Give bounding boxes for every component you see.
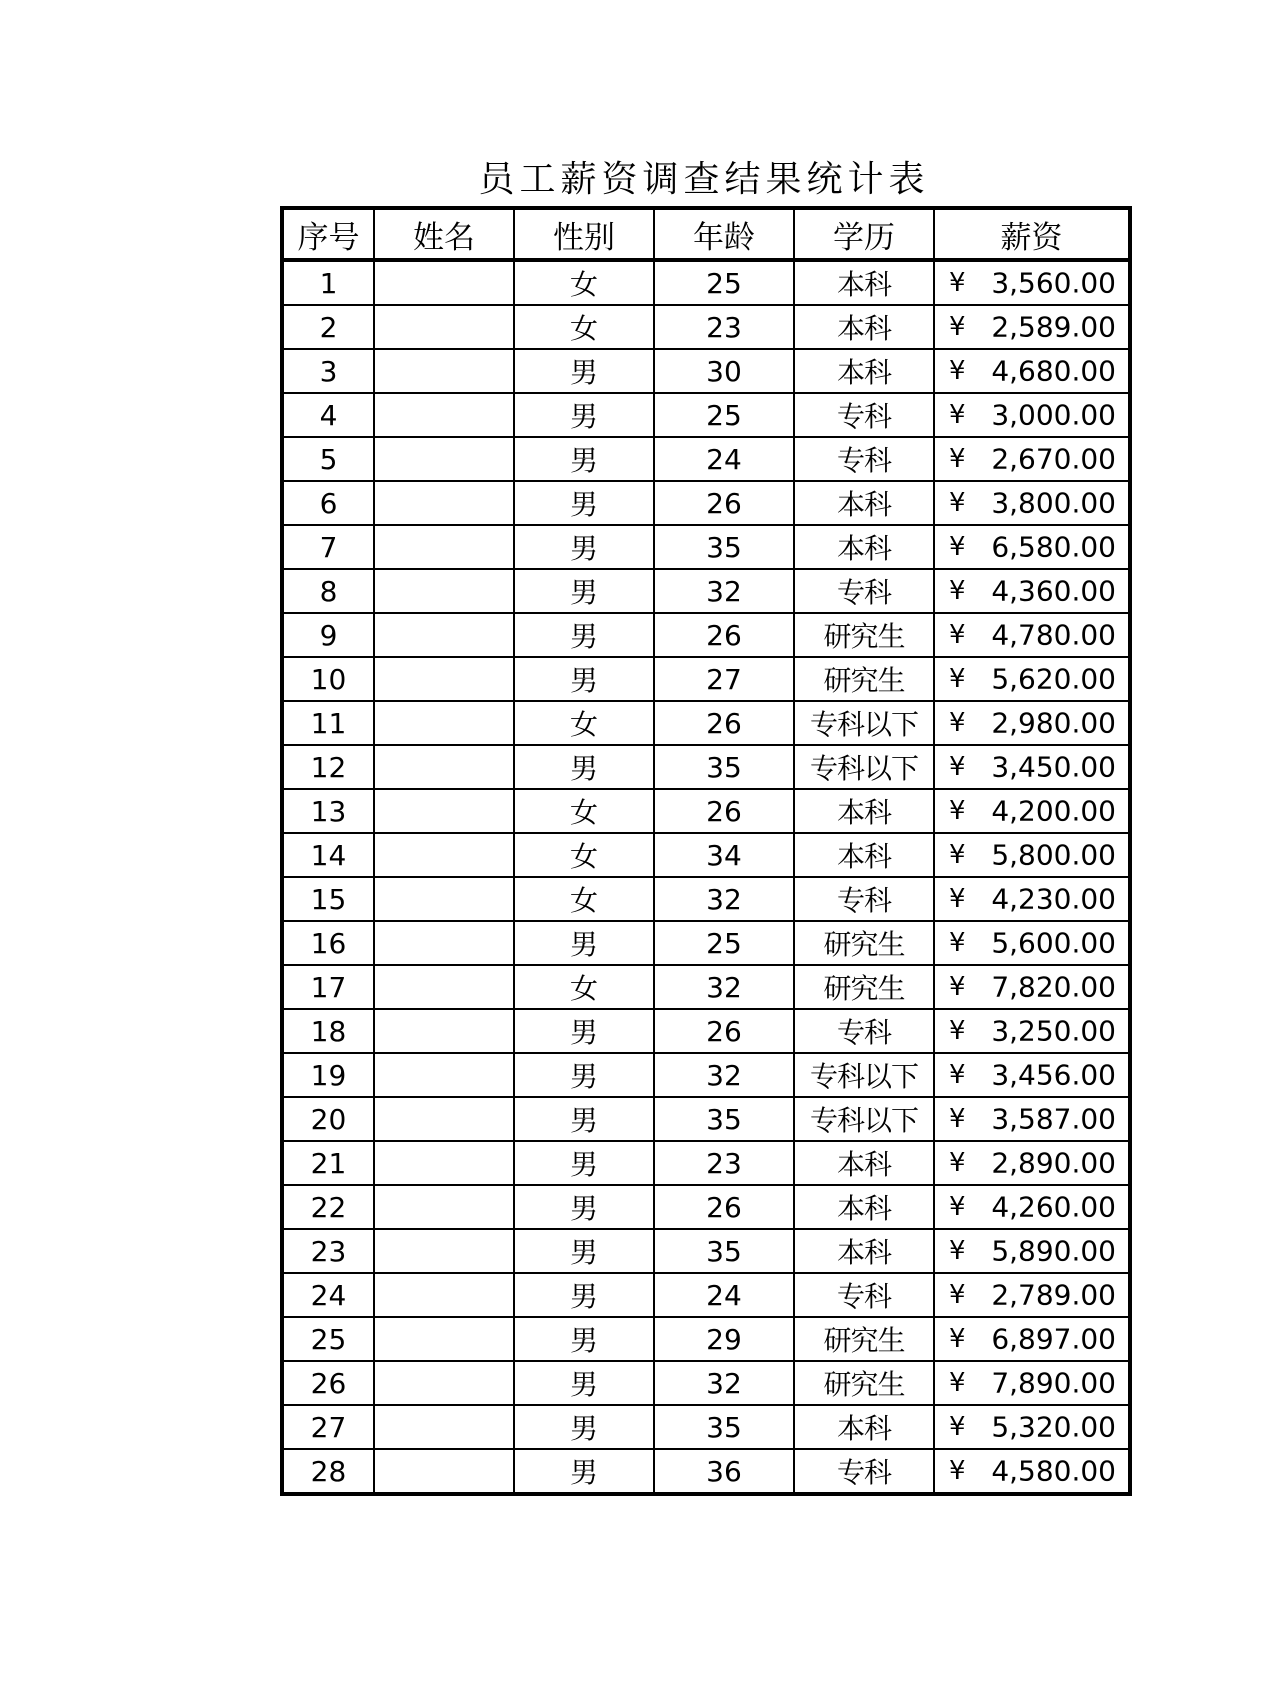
salary-amount: 5,620.00 [991,662,1116,696]
currency-symbol: ¥ [949,488,966,518]
cell-age: 32 [654,569,794,613]
cell-name [374,657,514,701]
cell-name [374,525,514,569]
cell-serial: 18 [282,1009,374,1053]
cell-salary [934,701,1130,745]
cell-gender: 男 [514,1097,654,1141]
cell-salary [934,1449,1130,1494]
salary-amount: 3,450.00 [991,750,1116,784]
header-age: 年龄 [654,208,794,260]
header-salary: 薪资 [934,208,1130,260]
cell-serial: 9 [282,613,374,657]
cell-education: 专科 [794,437,934,481]
salary-amount: 4,580.00 [991,1454,1116,1488]
cell-salary [934,305,1130,349]
cell-serial: 20 [282,1097,374,1141]
cell-gender: 男 [514,657,654,701]
cell-salary [934,393,1130,437]
cell-salary [934,657,1130,701]
cell-name [374,1273,514,1317]
cell-education: 研究生 [794,921,934,965]
cell-age: 25 [654,393,794,437]
cell-serial: 11 [282,701,374,745]
salary-amount: 6,580.00 [991,530,1116,564]
cell-gender: 女 [514,305,654,349]
cell-name [374,393,514,437]
cell-education: 本科 [794,1229,934,1273]
cell-education: 本科 [794,1405,934,1449]
cell-gender: 男 [514,481,654,525]
salary-table [280,206,1132,1496]
cell-salary [934,437,1130,481]
cell-education: 本科 [794,525,934,569]
cell-salary [934,1405,1130,1449]
cell-serial: 28 [282,1449,374,1494]
currency-symbol: ¥ [949,268,966,298]
cell-education: 研究生 [794,1361,934,1405]
cell-age: 32 [654,1361,794,1405]
cell-serial: 16 [282,921,374,965]
table-row [282,1229,1130,1273]
table-row [282,833,1130,877]
cell-salary [934,349,1130,393]
salary-amount: 2,980.00 [991,706,1116,740]
currency-symbol: ¥ [949,532,966,562]
cell-serial: 22 [282,1185,374,1229]
table-row [282,965,1130,1009]
salary-amount: 3,587.00 [991,1102,1116,1136]
cell-salary [934,1009,1130,1053]
cell-salary [934,569,1130,613]
header-serial: 序号 [282,208,374,260]
cell-age: 35 [654,1405,794,1449]
cell-gender: 女 [514,701,654,745]
currency-symbol: ¥ [949,1192,966,1222]
cell-age: 27 [654,657,794,701]
table-row [282,260,1130,305]
cell-age: 24 [654,437,794,481]
cell-serial: 2 [282,305,374,349]
cell-salary [934,789,1130,833]
currency-symbol: ¥ [949,1104,966,1134]
currency-symbol: ¥ [949,884,966,914]
salary-amount: 3,000.00 [991,398,1116,432]
cell-salary [934,877,1130,921]
cell-serial: 17 [282,965,374,1009]
cell-name [374,305,514,349]
currency-symbol: ¥ [949,312,966,342]
table-row [282,1361,1130,1405]
cell-salary [934,1317,1130,1361]
cell-education: 专科 [794,1273,934,1317]
cell-gender: 男 [514,921,654,965]
cell-age: 26 [654,701,794,745]
cell-serial: 26 [282,1361,374,1405]
cell-gender: 男 [514,1405,654,1449]
cell-serial: 7 [282,525,374,569]
cell-age: 26 [654,1009,794,1053]
cell-salary [934,833,1130,877]
cell-education: 本科 [794,1141,934,1185]
cell-serial: 25 [282,1317,374,1361]
cell-gender: 男 [514,437,654,481]
cell-gender: 男 [514,1053,654,1097]
table-row [282,1405,1130,1449]
table-row [282,745,1130,789]
cell-education: 本科 [794,260,934,305]
cell-serial: 5 [282,437,374,481]
salary-amount: 2,589.00 [991,310,1116,344]
table-row [282,657,1130,701]
cell-age: 30 [654,349,794,393]
table-row [282,921,1130,965]
cell-serial: 24 [282,1273,374,1317]
table-row [282,481,1130,525]
cell-serial: 1 [282,260,374,305]
currency-symbol: ¥ [949,1280,966,1310]
cell-gender: 男 [514,1449,654,1494]
cell-name [374,877,514,921]
currency-symbol: ¥ [949,400,966,430]
table-row [282,349,1130,393]
cell-education: 本科 [794,349,934,393]
currency-symbol: ¥ [949,444,966,474]
cell-name [374,1449,514,1494]
cell-serial: 6 [282,481,374,525]
cell-education: 研究生 [794,657,934,701]
cell-gender: 女 [514,877,654,921]
currency-symbol: ¥ [949,1016,966,1046]
table-row [282,1449,1130,1494]
currency-symbol: ¥ [949,1236,966,1266]
cell-gender: 男 [514,1273,654,1317]
cell-education: 专科以下 [794,1053,934,1097]
cell-gender: 男 [514,569,654,613]
cell-name [374,349,514,393]
cell-name [374,701,514,745]
cell-salary [934,1141,1130,1185]
cell-salary [934,1185,1130,1229]
cell-age: 35 [654,745,794,789]
cell-gender: 男 [514,613,654,657]
cell-gender: 男 [514,349,654,393]
cell-age: 35 [654,525,794,569]
salary-amount: 2,789.00 [991,1278,1116,1312]
cell-name [374,921,514,965]
cell-gender: 男 [514,745,654,789]
table-row [282,305,1130,349]
cell-name [374,1229,514,1273]
cell-salary [934,965,1130,1009]
cell-education: 本科 [794,833,934,877]
cell-age: 26 [654,613,794,657]
salary-amount: 4,200.00 [991,794,1116,828]
cell-name [374,1317,514,1361]
table-row [282,525,1130,569]
cell-gender: 女 [514,833,654,877]
cell-name [374,569,514,613]
cell-salary [934,613,1130,657]
cell-gender: 女 [514,789,654,833]
cell-salary [934,260,1130,305]
cell-serial: 8 [282,569,374,613]
header-row [282,208,1130,260]
cell-serial: 14 [282,833,374,877]
cell-salary [934,1097,1130,1141]
salary-amount: 7,820.00 [991,970,1116,1004]
cell-gender: 男 [514,525,654,569]
table-body [282,260,1130,1494]
cell-serial: 12 [282,745,374,789]
cell-name [374,745,514,789]
table-row [282,1097,1130,1141]
salary-amount: 5,320.00 [991,1410,1116,1444]
cell-salary [934,921,1130,965]
cell-age: 23 [654,1141,794,1185]
cell-gender: 女 [514,260,654,305]
cell-age: 24 [654,1273,794,1317]
table-row [282,1009,1130,1053]
table-row [282,877,1130,921]
cell-gender: 男 [514,393,654,437]
currency-symbol: ¥ [949,840,966,870]
cell-age: 32 [654,1053,794,1097]
cell-name [374,1053,514,1097]
currency-symbol: ¥ [949,664,966,694]
cell-serial: 15 [282,877,374,921]
table-row [282,1053,1130,1097]
currency-symbol: ¥ [949,972,966,1002]
cell-gender: 男 [514,1185,654,1229]
cell-age: 26 [654,789,794,833]
cell-serial: 13 [282,789,374,833]
cell-salary [934,1273,1130,1317]
table-row [282,393,1130,437]
salary-amount: 4,260.00 [991,1190,1116,1224]
cell-age: 35 [654,1229,794,1273]
cell-name [374,1185,514,1229]
currency-symbol: ¥ [949,1148,966,1178]
cell-serial: 3 [282,349,374,393]
currency-symbol: ¥ [949,1060,966,1090]
cell-gender: 男 [514,1361,654,1405]
cell-education: 专科 [794,877,934,921]
cell-name [374,1361,514,1405]
currency-symbol: ¥ [949,928,966,958]
currency-symbol: ¥ [949,796,966,826]
header-education: 学历 [794,208,934,260]
currency-symbol: ¥ [949,1324,966,1354]
cell-name [374,613,514,657]
salary-amount: 2,890.00 [991,1146,1116,1180]
cell-serial: 19 [282,1053,374,1097]
cell-age: 34 [654,833,794,877]
cell-serial: 27 [282,1405,374,1449]
cell-name [374,1009,514,1053]
table-row [282,789,1130,833]
cell-serial: 10 [282,657,374,701]
salary-amount: 6,897.00 [991,1322,1116,1356]
cell-education: 本科 [794,789,934,833]
cell-salary [934,1361,1130,1405]
table-row [282,437,1130,481]
cell-age: 35 [654,1097,794,1141]
cell-education: 本科 [794,481,934,525]
cell-age: 36 [654,1449,794,1494]
salary-amount: 5,800.00 [991,838,1116,872]
cell-age: 32 [654,877,794,921]
cell-name [374,965,514,1009]
table-row [282,1273,1130,1317]
cell-education: 本科 [794,305,934,349]
cell-education: 专科以下 [794,745,934,789]
table-row [282,569,1130,613]
salary-amount: 3,456.00 [991,1058,1116,1092]
cell-education: 专科 [794,1009,934,1053]
currency-symbol: ¥ [949,752,966,782]
cell-serial: 21 [282,1141,374,1185]
cell-name [374,1405,514,1449]
cell-education: 本科 [794,1185,934,1229]
cell-name [374,1141,514,1185]
cell-name [374,1097,514,1141]
cell-age: 32 [654,965,794,1009]
cell-salary [934,745,1130,789]
cell-gender: 男 [514,1009,654,1053]
currency-symbol: ¥ [949,1412,966,1442]
cell-education: 专科 [794,1449,934,1494]
cell-gender: 男 [514,1317,654,1361]
cell-education: 研究生 [794,613,934,657]
table-row [282,701,1130,745]
salary-amount: 5,890.00 [991,1234,1116,1268]
cell-salary [934,1229,1130,1273]
cell-serial: 23 [282,1229,374,1273]
salary-amount: 4,780.00 [991,618,1116,652]
cell-education: 研究生 [794,1317,934,1361]
cell-gender: 男 [514,1141,654,1185]
cell-serial: 4 [282,393,374,437]
cell-age: 25 [654,260,794,305]
cell-education: 专科 [794,569,934,613]
salary-amount: 4,680.00 [991,354,1116,388]
salary-amount: 2,670.00 [991,442,1116,476]
cell-name [374,437,514,481]
cell-education: 研究生 [794,965,934,1009]
currency-symbol: ¥ [949,576,966,606]
cell-age: 25 [654,921,794,965]
table-row [282,1141,1130,1185]
salary-amount: 4,230.00 [991,882,1116,916]
cell-name [374,789,514,833]
page-title: 员工薪资调查结果统计表 [478,159,930,200]
currency-symbol: ¥ [949,356,966,386]
salary-amount: 3,800.00 [991,486,1116,520]
cell-gender: 女 [514,965,654,1009]
cell-age: 29 [654,1317,794,1361]
cell-education: 专科以下 [794,1097,934,1141]
cell-gender: 男 [514,1229,654,1273]
salary-amount: 3,560.00 [991,266,1116,300]
salary-amount: 3,250.00 [991,1014,1116,1048]
currency-symbol: ¥ [949,1456,966,1486]
header-name: 姓名 [374,208,514,260]
currency-symbol: ¥ [949,620,966,650]
table-row [282,1185,1130,1229]
table-row [282,613,1130,657]
salary-amount: 7,890.00 [991,1366,1116,1400]
cell-salary [934,481,1130,525]
header-gender: 性别 [514,208,654,260]
salary-amount: 4,360.00 [991,574,1116,608]
cell-education: 专科以下 [794,701,934,745]
cell-age: 26 [654,1185,794,1229]
cell-name [374,833,514,877]
cell-name [374,481,514,525]
cell-education: 专科 [794,393,934,437]
currency-symbol: ¥ [949,708,966,738]
cell-age: 23 [654,305,794,349]
cell-salary [934,525,1130,569]
table-row [282,1317,1130,1361]
cell-name [374,260,514,305]
cell-salary [934,1053,1130,1097]
currency-symbol: ¥ [949,1368,966,1398]
salary-amount: 5,600.00 [991,926,1116,960]
cell-age: 26 [654,481,794,525]
